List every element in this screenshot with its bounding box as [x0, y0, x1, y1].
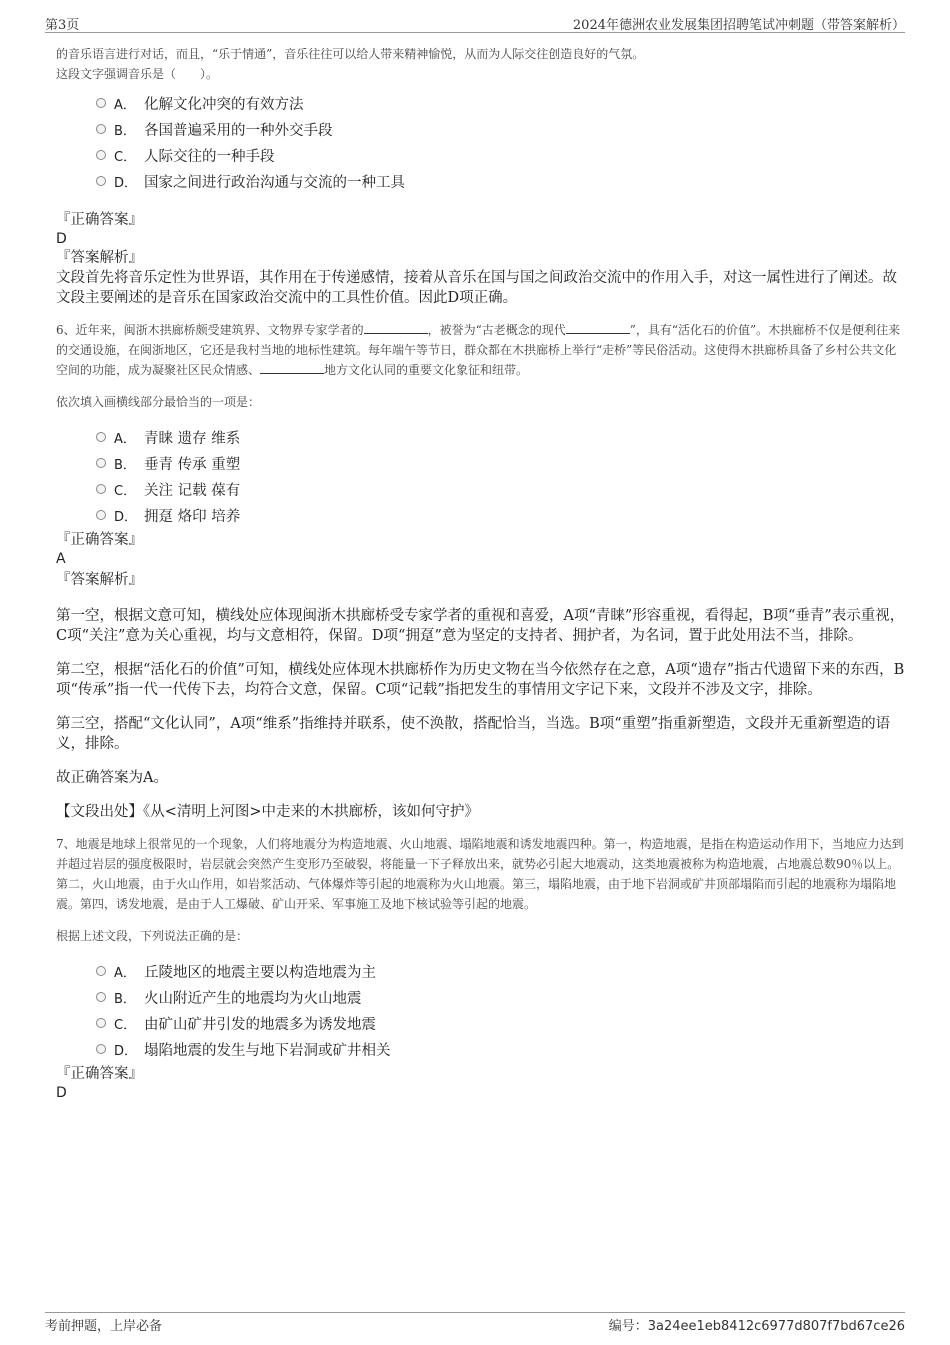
option-text: 各国普遍采用的一种外交手段 — [144, 122, 333, 139]
q5-analysis-label: 『答案解析』 — [56, 250, 143, 266]
option-text: 青睐 遗存 维系 — [144, 430, 241, 447]
q7-option-a[interactable] — [96, 958, 905, 984]
radio-button[interactable] — [96, 458, 106, 468]
radio-button[interactable] — [96, 1044, 106, 1054]
q7-answer: D — [56, 1085, 67, 1101]
q7-answer-label: 『正确答案』 — [56, 1066, 143, 1082]
q6-text-part: ”，具有“活化石的价值”。木拱廊桥不仅是便利往来的交通设施，在闽浙地区，它还是我村当地的地标性建筑。每年端午等节日，群众都在木拱廊桥上举行“走桥”等民俗活动。这使得木拱廊桥具备了乡村公共文化空间的功能，成为凝聚社区民众情感、 — [56, 323, 901, 377]
radio-button[interactable] — [96, 432, 106, 442]
q6-option-a[interactable] — [96, 424, 905, 450]
option-text: 人际交往的一种手段 — [144, 148, 275, 165]
q5-option-d[interactable] — [96, 168, 905, 194]
option-text: 拥趸 烙印 培养 — [144, 508, 241, 525]
q5-option-a[interactable] — [96, 90, 905, 116]
q5-prompt: 这段文字强调音乐是（ ）。 — [56, 67, 219, 81]
option-letter: D． — [114, 509, 138, 525]
footer-slogan: 考前押题，上岸必备 — [45, 1319, 163, 1334]
option-letter: C． — [114, 1017, 137, 1033]
option-letter: D． — [114, 1043, 138, 1059]
q6-answer: A — [56, 551, 66, 567]
code-value: 3a24ee1eb8412c6977d807f7bd67ce26 — [647, 1319, 905, 1334]
q6-text-part: 6、近年来，闽浙木拱廊桥颇受建筑界、文物界专家学者的 — [56, 323, 364, 337]
option-letter: B． — [114, 123, 136, 139]
q6-analysis-3: 第三空，搭配“文化认同”，A项“维系”指维持并联系，使不涣散，搭配恰当，当选。B项“重塑”指重新塑造，文段并无重新塑造的语义，排除。 — [56, 716, 891, 752]
q6-text-part: 地方文化认同的重要文化象征和纽带。 — [324, 363, 529, 377]
option-letter: D． — [114, 175, 138, 191]
radio-button[interactable] — [96, 124, 106, 134]
fill-blank — [364, 321, 428, 334]
q6-option-d[interactable] — [96, 502, 905, 528]
q6-prompt: 依次填入画横线部分最恰当的一项是： — [56, 395, 261, 409]
q5-text: 的音乐语言进行对话，而且，“乐于情通”，音乐往往可以给人带来精神愉悦，从而为人际交往创造良好的气氛。 — [56, 47, 645, 61]
radio-button[interactable] — [96, 992, 106, 1002]
q6-analysis-label: 『答案解析』 — [56, 572, 143, 588]
radio-button[interactable] — [96, 510, 106, 520]
option-letter: C． — [114, 149, 137, 165]
option-letter: A． — [114, 431, 136, 447]
radio-button[interactable] — [96, 150, 106, 160]
option-letter: A． — [114, 97, 136, 113]
q7-prompt: 根据上述文段，下列说法正确的是： — [56, 929, 249, 943]
q5-options — [96, 90, 905, 194]
option-text: 由矿山矿井引发的地震多为诱发地震 — [144, 1016, 376, 1033]
q7-options — [96, 958, 905, 1062]
option-text: 化解文化冲突的有效方法 — [144, 96, 304, 113]
radio-button[interactable] — [96, 966, 106, 976]
option-text: 塌陷地震的发生与地下岩洞或矿井相关 — [144, 1042, 391, 1059]
q7-option-b[interactable] — [96, 984, 905, 1010]
option-text: 关注 记载 葆有 — [144, 482, 241, 499]
radio-button[interactable] — [96, 484, 106, 494]
fill-blank — [260, 361, 324, 374]
option-letter: B． — [114, 457, 136, 473]
q6-answer-label: 『正确答案』 — [56, 532, 143, 548]
option-text: 垂青 传承 重塑 — [144, 456, 241, 473]
q6-analysis-1: 第一空，根据文意可知，横线处应体现闽浙木拱廊桥受专家学者的重视和喜爱，A项“青睐”形容重视，看得起，B项“垂青”表示重视，C项“关注”意为关心重视，均与文意相符，保留。D项“拥趸”意为坚定的支持者、拥护者，为名词，置于此处用法不当，排除。 — [56, 608, 905, 644]
document-body — [56, 44, 905, 1102]
q6-text — [56, 320, 905, 380]
q7-text: 7、地震是地球上很常见的一个现象，人们将地震分为构造地震、火山地震、塌陷地震和诱发地震四种。第一，构造地震，是指在构造运动作用下，当地应力达到并超过岩层的强度极限时，岩层就会突然产生变形乃至破裂，将能量一下子释放出来，就势必引起大地震动，这类地震被称为构造地震，占地震总数90％以上。第二，火山地震，由于火山作用，如岩浆活动、气体爆炸等引起的地震称为火山地震。第三，塌陷地震，由于地下岩洞或矿井顶部塌陷而引起的地震称为塌陷地震。第四，诱发地震，是由于人工爆破、矿山开采、军事施工及地下核试验等引起的地震。 — [56, 837, 904, 911]
q6-conclusion: 故正确答案为A。 — [56, 770, 168, 786]
q6-option-c[interactable] — [96, 476, 905, 502]
code-label: 编号： — [608, 1319, 648, 1334]
page-header — [45, 10, 905, 33]
q6-options — [96, 424, 905, 528]
page-footer — [45, 1312, 905, 1334]
radio-button[interactable] — [96, 1018, 106, 1028]
q6-text-part: ，被誉为“古老概念的现代 — [427, 323, 566, 337]
q5-answer: D — [56, 231, 67, 247]
option-letter: A． — [114, 965, 136, 981]
option-letter: B． — [114, 991, 136, 1007]
radio-button[interactable] — [96, 176, 106, 186]
option-text: 火山附近产生的地震均为火山地震 — [144, 990, 362, 1007]
fill-blank — [566, 321, 630, 334]
document-code — [609, 1315, 905, 1334]
page-number: 第3页 — [45, 18, 80, 33]
q7-option-c[interactable] — [96, 1010, 905, 1036]
radio-button[interactable] — [96, 98, 106, 108]
q5-option-b[interactable] — [96, 116, 905, 142]
q5-analysis: 文段首先将音乐定性为世界语，其作用在于传递感情，接着从音乐在国与国之间政治交流中的作用入手，对这一属性进行了阐述。故文段主要阐述的是音乐在国家政治交流中的工具性价值。因此D项正确。 — [56, 270, 897, 306]
q6-source: 【文段出处】《从<清明上河图>中走来的木拱廊桥，该如何守护》 — [56, 804, 480, 820]
q7-option-d[interactable] — [96, 1036, 905, 1062]
q5-answer-label: 『正确答案』 — [56, 212, 143, 228]
q5-option-c[interactable] — [96, 142, 905, 168]
option-letter: C． — [114, 483, 137, 499]
q6-analysis-2: 第二空，根据“活化石的价值”可知，横线处应体现木拱廊桥作为历史文物在当今依然存在之意，A项“遗存”指古代遗留下来的东西，B项“传承”指一代一代传下去，均符合文意，保留。C项“记载”指把发生的事情用文字记下来，文段并不涉及文字，排除。 — [56, 662, 905, 698]
option-text: 国家之间进行政治沟通与交流的一种工具 — [144, 174, 405, 191]
option-text: 丘陵地区的地震主要以构造地震为主 — [144, 964, 376, 981]
q6-option-b[interactable] — [96, 450, 905, 476]
document-title: 2024年德洲农业发展集团招聘笔试冲刺题（带答案解析） — [572, 18, 905, 33]
